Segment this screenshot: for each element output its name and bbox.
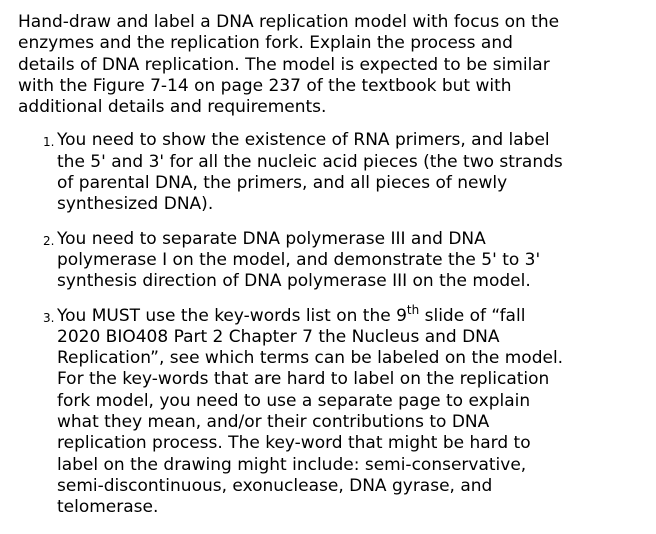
requirement-item-2 <box>18 229 646 293</box>
item-line: synthesis direction of DNA polymerase III on the model. <box>57 271 531 292</box>
item-line: telomerase. <box>57 497 159 518</box>
intro-line: additional details and requirements. <box>18 97 327 118</box>
item-text: slide of “fall <box>419 305 526 326</box>
item-line: For the key-words that are hard to label on the replication <box>57 369 550 390</box>
item-line: of parental DNA, the primers, and all pieces of newly <box>57 173 508 194</box>
item-line: what they mean, and/or their contributions to DNA <box>57 412 490 433</box>
item-number: 3. <box>43 310 55 325</box>
intro-paragraph <box>18 12 593 118</box>
item-text: You MUST use the key-words list on the 9 <box>57 305 407 326</box>
requirement-item-1 <box>18 130 646 215</box>
item-line: 2020 BIO408 Part 2 Chapter 7 the Nucleus and DNA <box>57 326 500 347</box>
item-line: the 5' and 3' for all the nucleic acid pieces (the two strands <box>57 151 563 172</box>
requirements-list <box>18 130 646 518</box>
item-line: You need to separate DNA polymerase III and DNA <box>57 228 486 249</box>
item-line: label on the drawing might include: semi-conservative, <box>57 454 527 475</box>
item-line-first <box>57 302 646 327</box>
item-line: You need to show the existence of RNA primers, and label <box>57 130 550 151</box>
assignment-document <box>18 12 646 532</box>
item-number: 1. <box>43 135 55 150</box>
requirement-item-3 <box>18 302 646 519</box>
item-line: synthesized DNA). <box>57 194 214 215</box>
intro-line: Hand-draw and label a DNA replication model with focus on the <box>18 12 560 32</box>
item-line: Replication”, see which terms can be labeled on the model. <box>57 348 564 369</box>
item-number: 2. <box>43 233 55 248</box>
item-line: fork model, you need to use a separate page to explain <box>57 390 531 411</box>
intro-line: enzymes and the replication fork. Explain the process and <box>18 33 513 54</box>
item-line: semi-discontinuous, exonuclease, DNA gyrase, and <box>57 475 493 496</box>
item-line: polymerase I on the model, and demonstrate the 5' to 3' <box>57 249 541 270</box>
intro-line: with the Figure 7-14 on page 237 of the textbook but with <box>18 75 512 96</box>
item-line: replication process. The key-word that might be hard to <box>57 433 531 454</box>
ordinal-superscript: th <box>406 302 420 317</box>
intro-line: details of DNA replication. The model is expected to be similar <box>18 54 550 75</box>
